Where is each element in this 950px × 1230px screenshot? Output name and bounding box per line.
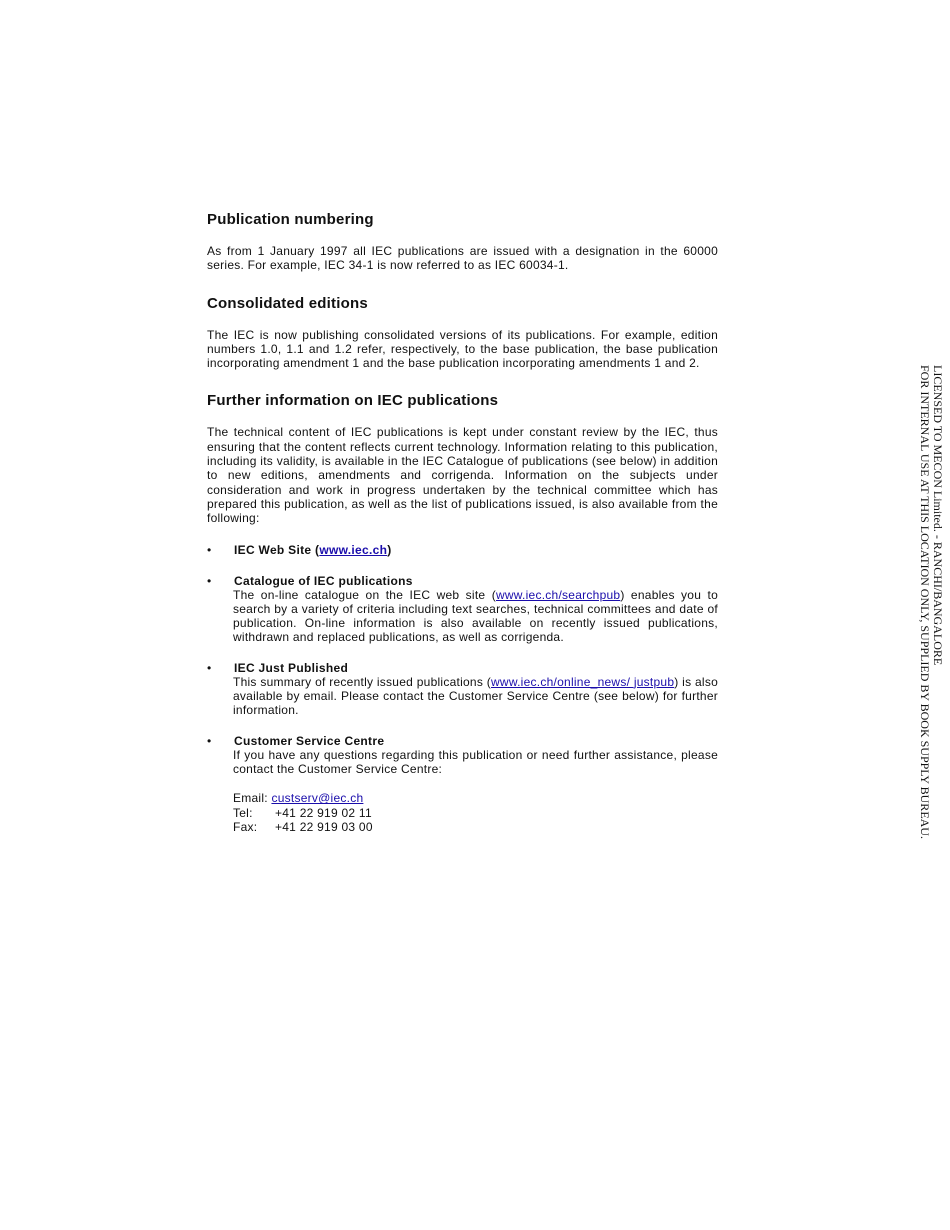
just-published-text-before: This summary of recently issued publications ( xyxy=(233,674,492,689)
just-published-label: IEC Just Published xyxy=(234,660,349,675)
bullet-dot-icon: • xyxy=(207,573,212,588)
document-body xyxy=(207,211,718,834)
email-label: Email: xyxy=(233,791,268,806)
tel-value: +41 22 919 02 11 xyxy=(275,805,372,820)
license-stamp-line-1: LICENSED TO MECON Limited. - RANCHI/BANGALORE xyxy=(931,365,945,666)
bullet-just-published xyxy=(207,661,718,675)
fax-label: Fax: xyxy=(233,819,258,834)
heading-further-information: Further information on IEC publications xyxy=(207,392,499,410)
license-stamp-line-2: FOR INTERNAL USE AT THIS LOCATION ONLY, SUPPLIED BY BOOK SUPPLY BUREAU. xyxy=(918,365,932,839)
heading-consolidated-editions: Consolidated editions xyxy=(207,294,368,312)
bullet-iec-web-site xyxy=(207,543,718,557)
catalogue-paragraph xyxy=(207,588,718,645)
bullet-dot-icon: • xyxy=(207,660,212,675)
tel-label: Tel: xyxy=(233,805,253,820)
contact-block xyxy=(207,791,718,834)
paragraph-consolidated-editions: The IEC is now publishing consolidated versions of its publications. For example, edition numbers 1.0, 1.1 and 1.2 refer, respectively, to the base publication, the base publication incorporating amendment 1 and the base publication incorporating amendments 1 and 2. xyxy=(207,327,718,371)
paragraph-publication-numbering: As from 1 January 1997 all IEC publications are issued with a designation in the 60000 series. For example, IEC 34-1 is now referred to as IEC 60034-1. xyxy=(207,244,718,273)
just-published-link[interactable]: www.iec.ch/online_news/ justpub xyxy=(491,674,675,689)
license-side-stamp xyxy=(918,365,944,839)
catalogue-link[interactable]: www.iec.ch/searchpub xyxy=(495,587,621,602)
email-link[interactable]: custserv@iec.ch xyxy=(271,791,364,806)
just-published-paragraph xyxy=(207,675,718,718)
contact-email-row xyxy=(233,791,718,805)
contact-tel-row xyxy=(233,806,718,820)
catalogue-text-after: ) enables you to search by a variety of criteria including text searches, technical committees and date of publication. On-line information is also available on recently issued publications, withdrawn and replaced publications, as well as corrigenda. xyxy=(233,587,719,645)
just-published-text-after: ) is also available by email. Please contact the Customer Service Centre (see below) for further information. xyxy=(233,674,718,718)
web-site-label-suffix: ) xyxy=(387,542,392,557)
fax-value: +41 22 919 03 00 xyxy=(275,819,373,834)
bullet-dot-icon: • xyxy=(207,542,212,557)
heading-publication-numbering: Publication numbering xyxy=(207,211,374,228)
contact-fax-row xyxy=(233,820,718,834)
bullet-customer-service xyxy=(207,734,718,748)
bullet-catalogue xyxy=(207,574,718,588)
paragraph-further-information: The technical content of IEC publications is kept under constant review by the IEC, thus ensuring that the content reflects current technology. Information relating to this publication, including its validity, is available in the IEC Catalogue of publications (see below) in addition to new editions, amendments and corrigenda. Information on the subjects under consideration and work in progress undertaken by the technical committee which has prepared this publication, as well as the list of publications issued, is also available from the following: xyxy=(207,425,718,526)
web-site-label-prefix: IEC Web Site ( xyxy=(234,542,320,557)
catalogue-label: Catalogue of IEC publications xyxy=(234,573,413,588)
bullet-dot-icon: • xyxy=(207,733,212,748)
customer-service-label: Customer Service Centre xyxy=(234,733,385,748)
catalogue-text-before: The on-line catalogue on the IEC web site ( xyxy=(233,587,496,602)
web-site-link[interactable]: www.iec.ch xyxy=(319,542,388,557)
customer-service-paragraph: If you have any questions regarding this publication or need further assistance, please contact the Customer Service Centre: xyxy=(233,747,718,776)
